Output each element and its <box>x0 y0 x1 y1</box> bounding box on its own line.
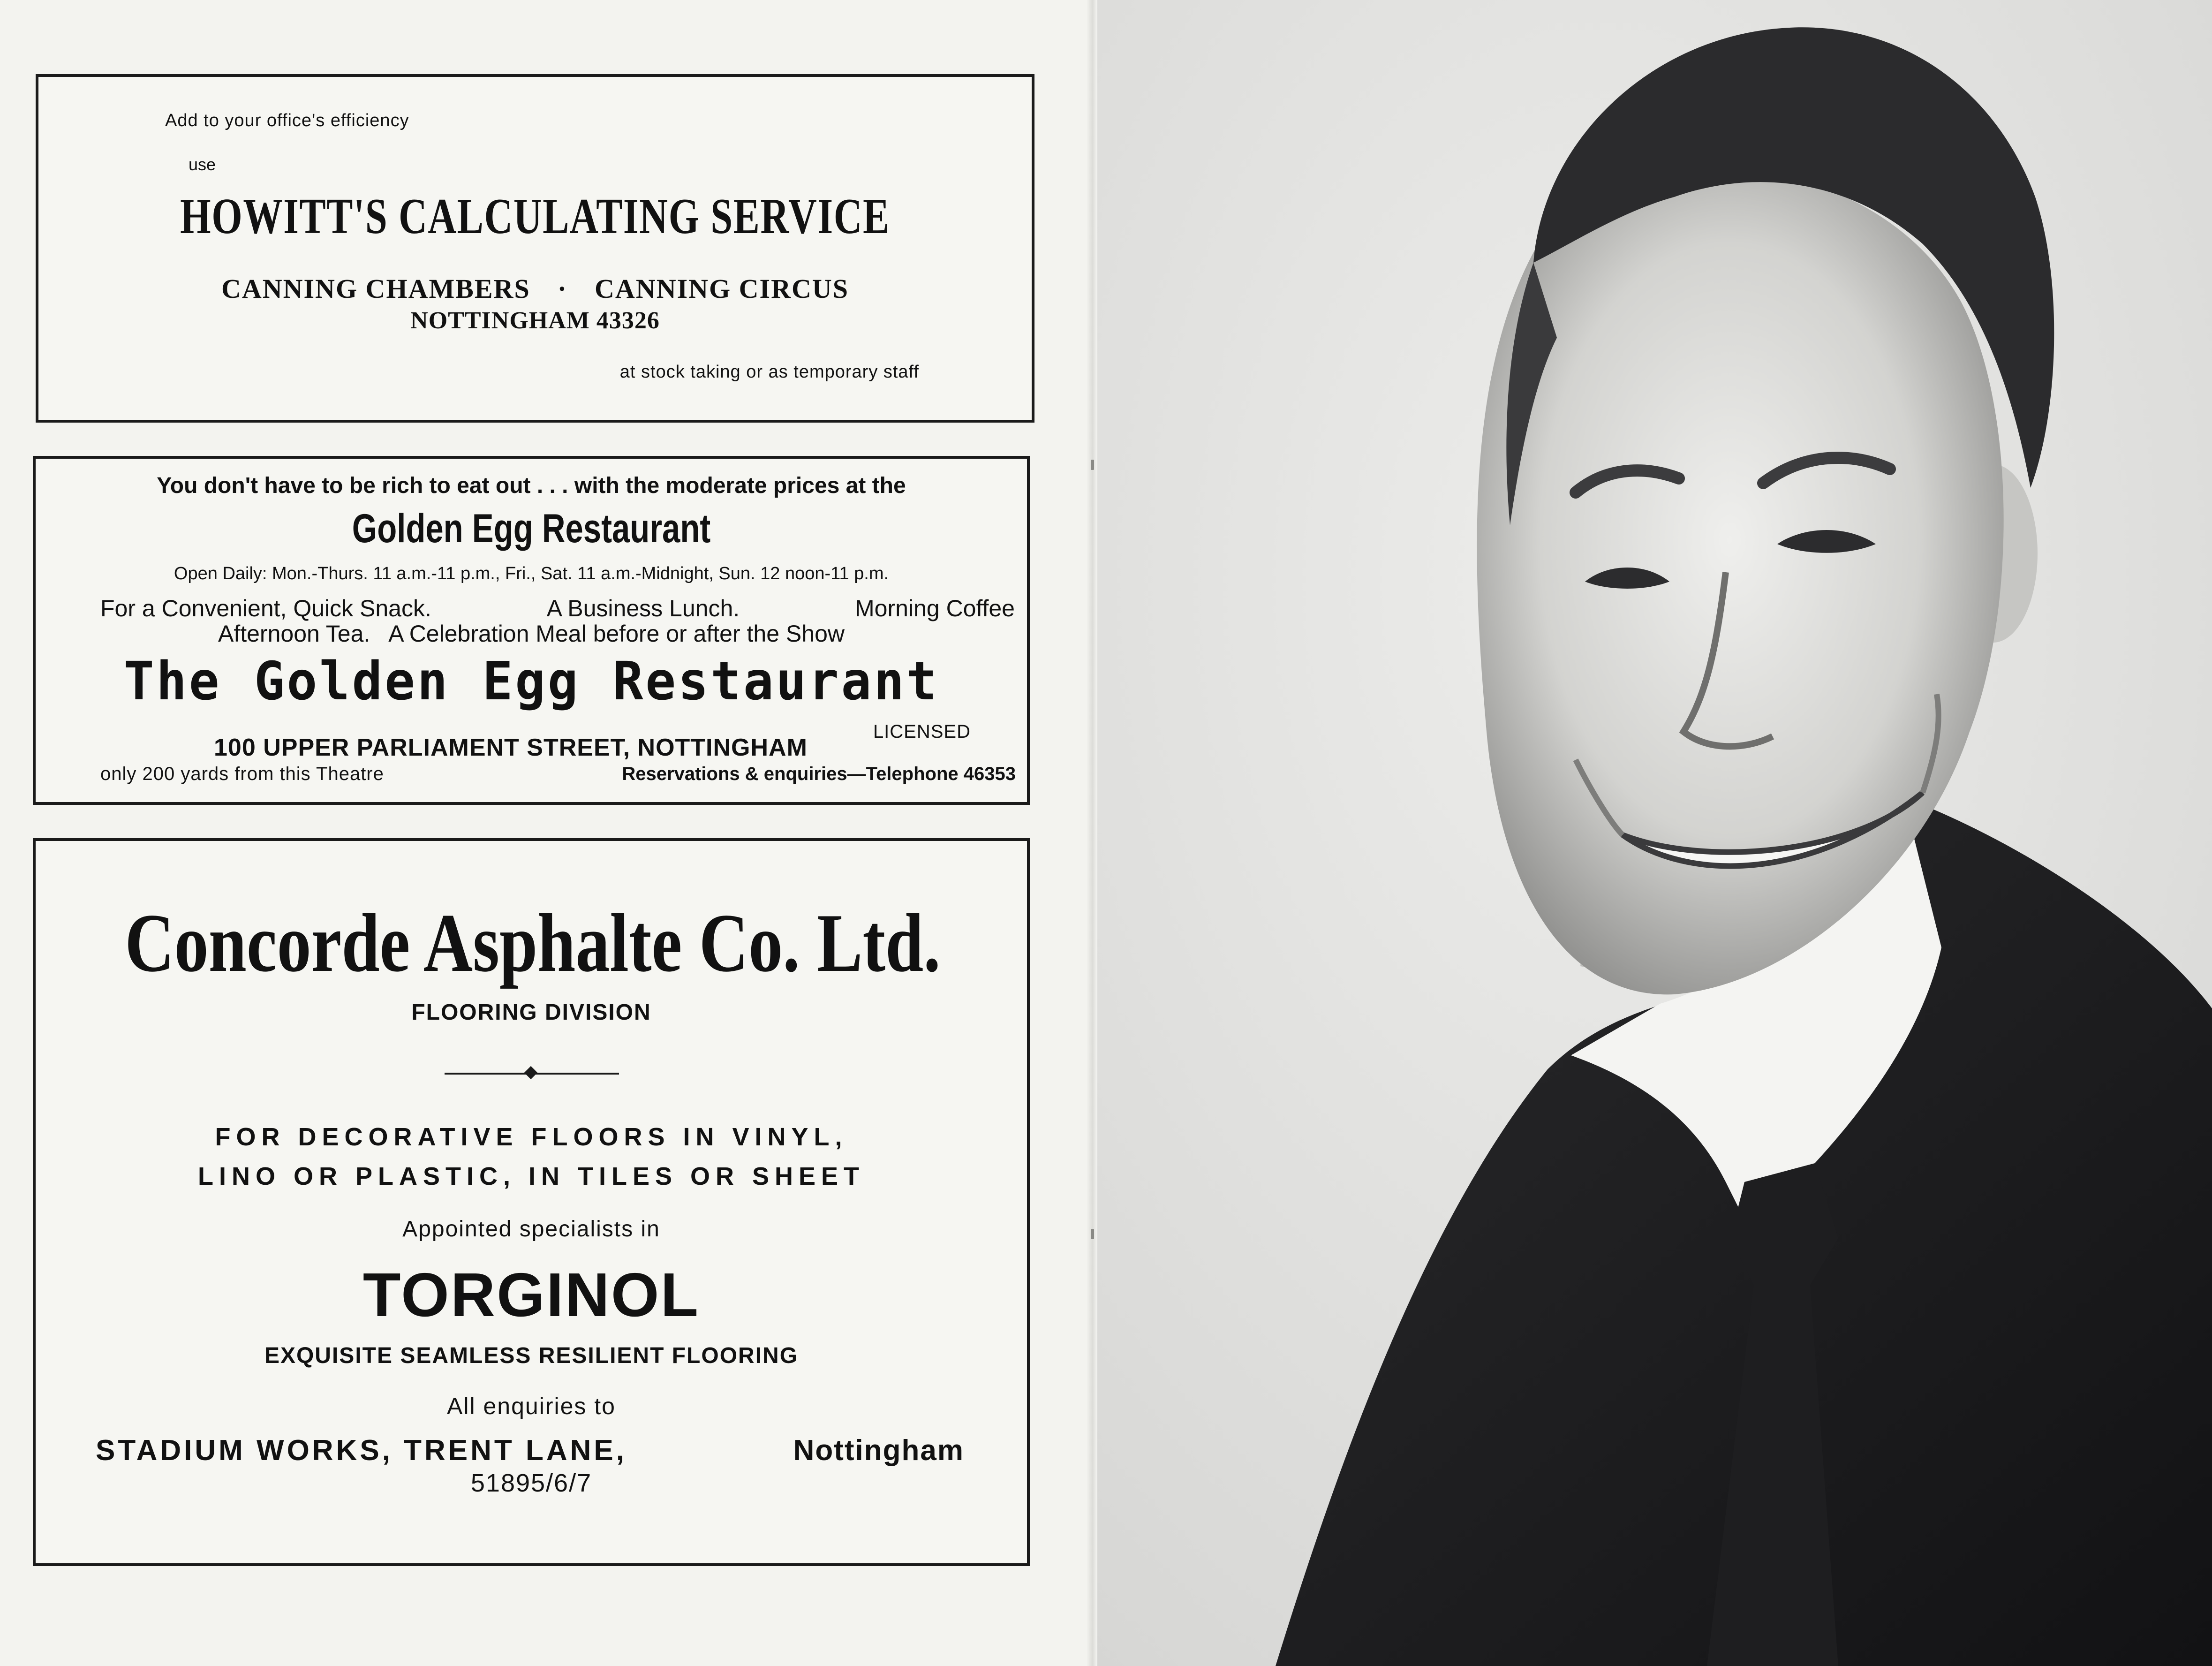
restaurant-name-large: The Golden Egg Restaurant <box>123 651 939 712</box>
offer-snack: For a Convenient, Quick Snack. <box>100 595 431 621</box>
golden-egg-advert <box>33 456 1030 805</box>
address-left: CANNING CHAMBERS <box>221 273 530 304</box>
offer-line-1 <box>100 595 1015 622</box>
company-telephone: 51895/6/7 <box>470 1469 592 1497</box>
works-address: STADIUM WORKS, TRENT LANE, <box>96 1434 627 1467</box>
advert-title: HOWITT'S CALCULATING SERVICE <box>180 189 890 244</box>
address-right: CANNING CIRCUS <box>595 273 849 304</box>
advert-use: use <box>189 155 216 174</box>
appointed-specialists: Appointed specialists in <box>402 1217 660 1242</box>
advert-intro: Add to your office's efficiency <box>165 111 409 130</box>
page-gutter <box>1087 0 1097 1666</box>
concorde-asphalte-advert <box>33 838 1030 1566</box>
staple-top <box>1091 460 1094 470</box>
restaurant-name: Golden Egg Restaurant <box>352 506 711 551</box>
floors-line-2: LINO OR PLASTIC, IN TILES OR SHEET <box>197 1162 865 1190</box>
offer-lunch: A Business Lunch. <box>546 595 740 621</box>
address-separator: · <box>557 273 568 304</box>
brand-name: TORGINOL <box>362 1260 700 1329</box>
advert-phone: NOTTINGHAM 43326 <box>410 307 660 334</box>
company-division: FLOORING DIVISION <box>411 1000 651 1025</box>
licensed-label: LICENSED <box>873 721 971 742</box>
offer-line-2: Afternoon Tea. A Celebration Meal before or after the Show <box>218 621 845 647</box>
company-name: Concorde Asphalte Co. Ltd. <box>125 896 941 989</box>
works-city: Nottingham <box>793 1434 964 1467</box>
left-page-advertisements <box>0 0 1095 1666</box>
staple-bottom <box>1091 1229 1094 1239</box>
advert-tagline: You don't have to be rich to eat out . . . with the moderate prices at the <box>157 473 906 498</box>
theatre-proximity: only 200 yards from this Theatre <box>100 764 384 784</box>
right-page-portrait <box>1097 0 2212 1666</box>
howitts-advert <box>36 74 1034 423</box>
floors-line-1: FOR DECORATIVE FLOORS IN VINYL, <box>215 1123 848 1151</box>
advert-address <box>38 273 1032 304</box>
opening-hours: Open Daily: Mon.-Thurs. 11 a.m.-11 p.m., Fri., Sat. 11 a.m.-Midnight, Sun. 12 noon-11 p.m. <box>174 564 889 583</box>
restaurant-address: 100 UPPER PARLIAMENT STREET, NOTTINGHAM <box>214 734 808 761</box>
diamond-ornament <box>524 1066 537 1079</box>
portrait-photograph <box>1097 0 2212 1666</box>
reservations-telephone: Reservations & enquiries—Telephone 46353 <box>622 764 1016 784</box>
offer-coffee: Morning Coffee <box>855 595 1015 621</box>
advert-footer: at stock taking or as temporary staff <box>619 362 919 382</box>
brand-description: EXQUISITE SEAMLESS RESILIENT FLOORING <box>264 1343 799 1368</box>
enquiries-label: All enquiries to <box>447 1393 616 1419</box>
